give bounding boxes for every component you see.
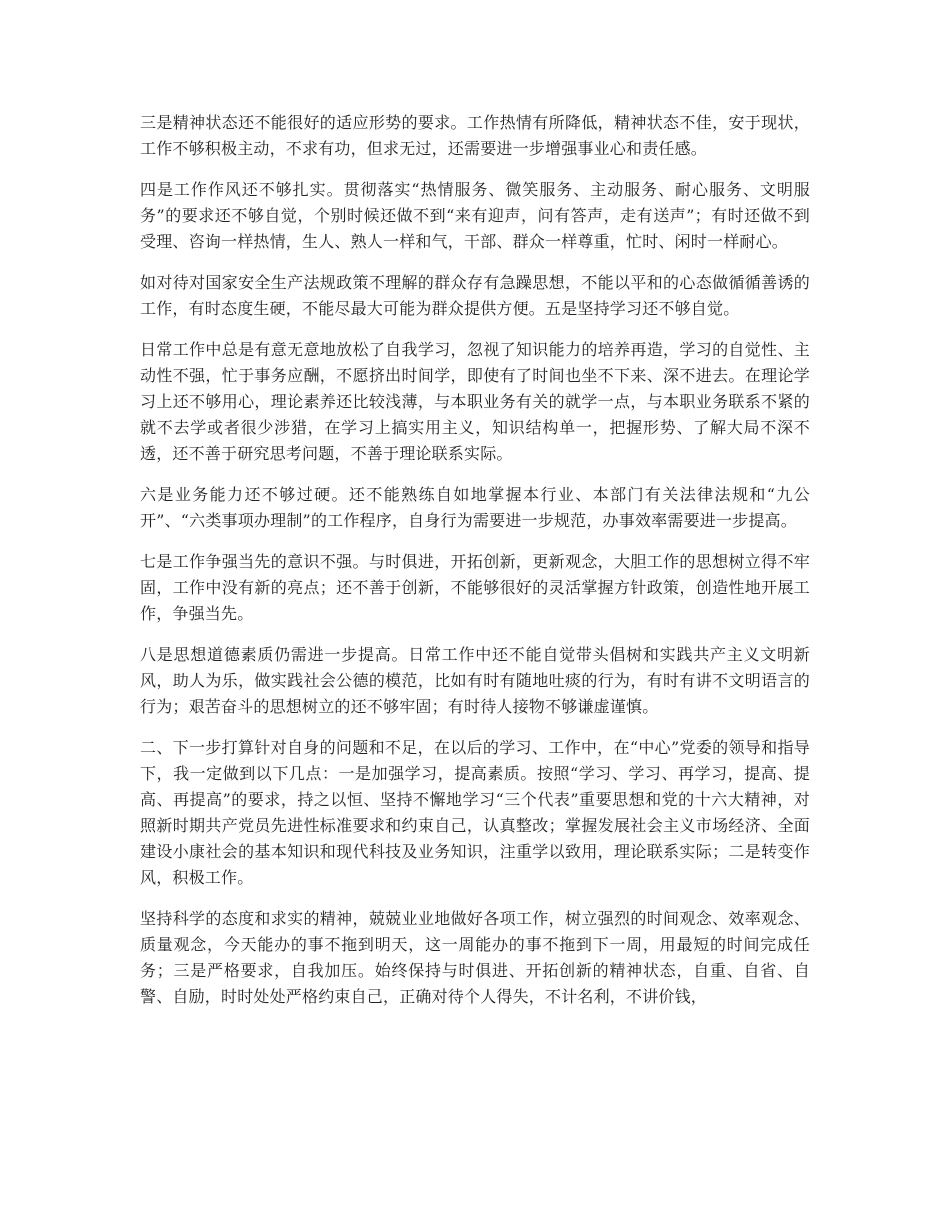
paragraph-moral-quality: 八是思想道德素质仍需进一步提高。日常工作中还不能自觉带头倡树和实践共产主义文明新风，助人为乐，做实践社会公德的模范，比如有时有随地吐痰的行为，有时有讲不文明语言的行为；艰苦奋斗的思想树立的还不够牢固；有时待人接物不够谦虚谨慎。 <box>140 645 810 716</box>
document-page <box>140 110 810 1025</box>
paragraph-spirit-state: 三是精神状态还不能很好的适应形势的要求。工作热情有所降低，精神状态不佳，安于现状，工作不够积极主动，不求有功，但求无过，还需要进一步增强事业心和责任感。 <box>140 113 810 158</box>
paragraph-business-ability: 六是业务能力还不够过硬。还不能熟练自如地掌握本行业、本部门有关法律法规和“九公开”、“六类事项办理制”的工作程序，自身行为需要进一步规范，办事效率需要进一步提高。 <box>140 485 810 530</box>
paragraph-self-study: 日常工作中总是有意无意地放松了自我学习，忽视了知识能力的培养再造，学习的自觉性、主动性不强，忙于事务应酬，不愿挤出时间学，即使有了时间也坐不下来、深不进去。在理论学习上还不够用心，理论素养还比较浅薄，与本职业务有关的就学一点，与本职业务联系不紧的就不去学或者很少涉猎，在学习上搞实用主义，知识结构单一，把握形势、了解大局不深不透，还不善于研究思考问题，不善于理论联系实际。 <box>140 340 810 463</box>
paragraph-public-attitude: 如对待对国家安全生产法规政策不理解的群众存有急躁思想，不能以平和的心态做循循善诱的工作，有时态度生硬，不能尽最大可能为群众提供方便。五是坚持学习还不够自觉。 <box>140 273 810 318</box>
paragraph-work-style: 四是工作作风还不够扎实。贯彻落实“热情服务、微笑服务、主动服务、耐心服务、文明服务”的要求还不够自觉，个别时候还做不到“来有迎声，问有答声，走有送声”；有时还做不到受理、咨询一样热情，生人、熟人一样和气，干部、群众一样尊重，忙时、闲时一样耐心。 <box>140 180 810 251</box>
paragraph-next-steps: 二、下一步打算针对自身的问题和不足，在以后的学习、工作中，在“中心”党委的领导和指导下，我一定做到以下几点：一是加强学习，提高素质。按照“学习、学习、再学习，提高、提高、再提高”的要求，持之以恒、坚持不懈地学习“三个代表”重要思想和党的十六大精神，对照新时期共产党员先进性标准要求和约束自己，认真整改；掌握发展社会主义市场经济、全面建设小康社会的基本知识和现代科技及业务知识，注重学以致用，理论联系实际；二是转变作风，积极工作。 <box>140 738 810 887</box>
paragraph-striving-awareness: 七是工作争强当先的意识不强。与时俱进，开拓创新，更新观念，大胆工作的思想树立得不牢固，工作中没有新的亮点；还不善于创新，不能够很好的灵活掌握方针政策，创造性地开展工作，争强当先。 <box>140 552 810 623</box>
paragraph-scientific-attitude: 坚持科学的态度和求实的精神，兢兢业业地做好各项工作，树立强烈的时间观念、效率观念、质量观念，今天能办的事不拖到明天，这一周能办的事不拖到下一周，用最短的时间完成任务；三是严格要求，自我加压。始终保持与时俱进、开拓创新的精神状态，自重、自省、自警、自励，时时处处严格约束自己，正确对待个人得失，不计名利，不讲价钱， <box>140 909 810 1006</box>
